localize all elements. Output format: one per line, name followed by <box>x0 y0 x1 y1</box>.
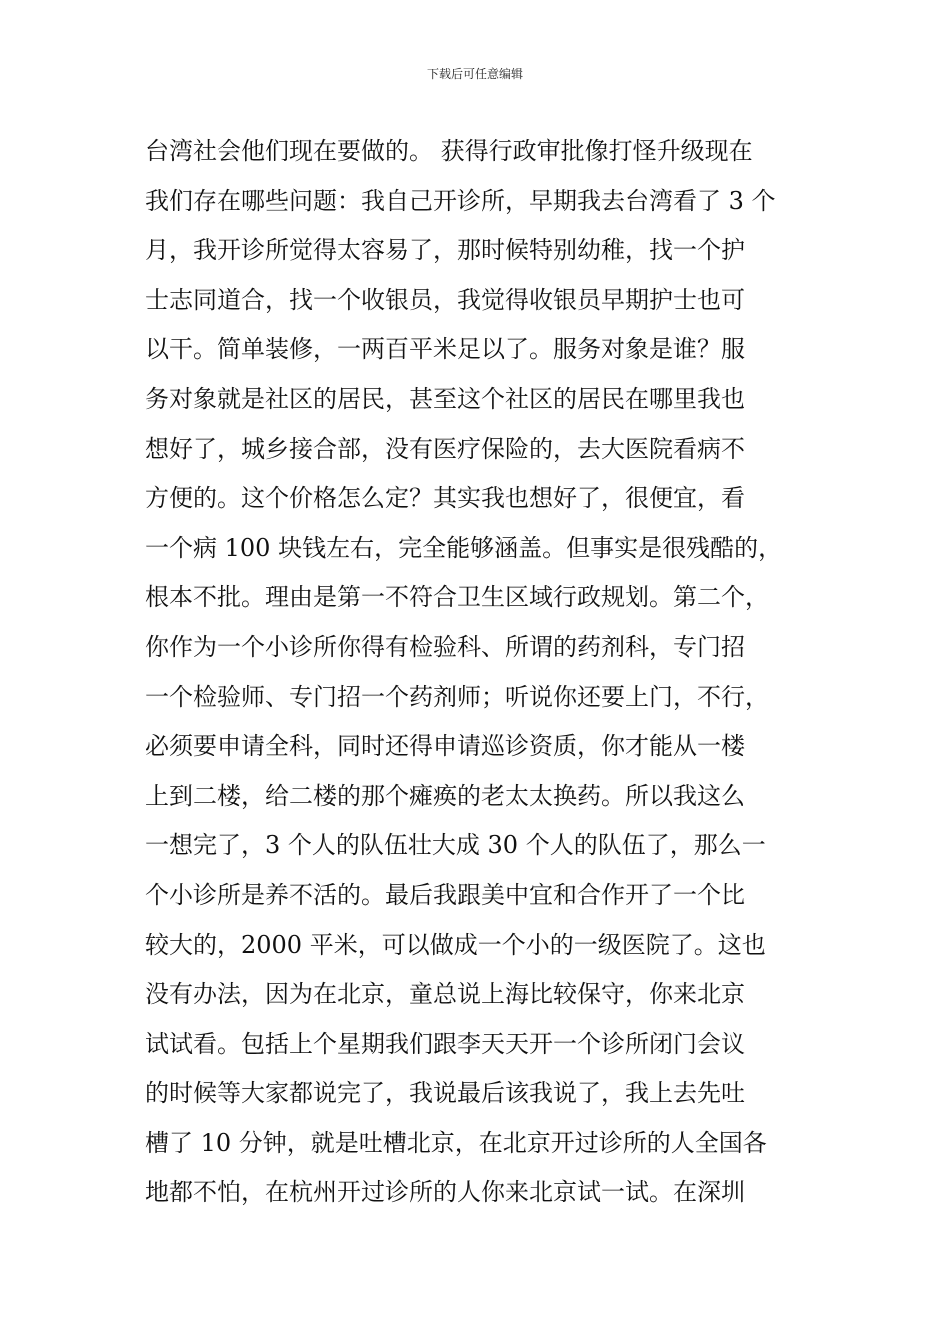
text-line: 以干。简单装修，一两百平米足以了。服务对象是谁？服 <box>145 335 745 364</box>
text-line: 你作为一个小诊所你得有检验科、所谓的药剂科，专门招 <box>145 632 745 661</box>
text-line: 较大的，2000 平米，可以做成一个小的一级医院了。这也 <box>145 930 766 959</box>
text-line: 月，我开诊所觉得太容易了，那时候特别幼稚，找一个护 <box>145 236 745 265</box>
text-line: 士志同道合，找一个收银员，我觉得收银员早期护士也可 <box>145 285 745 314</box>
document-body <box>145 127 825 1218</box>
text-line: 必须要申请全科，同时还得申请巡诊资质，你才能从一楼 <box>145 732 745 761</box>
text-line: 没有办法，因为在北京，童总说上海比较保守，你来北京 <box>145 980 745 1009</box>
page-header: 下载后可任意编辑 <box>426 67 523 81</box>
text-line: 一个检验师、专门招一个药剂师；听说你还要上门，不行， <box>145 682 769 711</box>
text-line: 一想完了，3 个人的队伍壮大成 30 个人的队伍了，那么一 <box>145 831 766 860</box>
text-line: 方便的。这个价格怎么定？其实我也想好了，很便宜，看 <box>145 484 745 513</box>
text-line: 我们存在哪些问题：我自己开诊所，早期我去台湾看了 3 个 <box>145 186 776 215</box>
text-line: 的时候等大家都说完了，我说最后该我说了，我上去先吐 <box>145 1079 745 1108</box>
text-line: 想好了，城乡接合部，没有医疗保险的，去大医院看病不 <box>145 434 745 463</box>
text-line: 根本不批。理由是第一不符合卫生区域行政规划。第二个， <box>145 583 769 612</box>
text-line: 地都不怕，在杭州开过诊所的人你来北京试一试。在深圳 <box>145 1178 745 1207</box>
text-line: 上到二楼，给二楼的那个瘫痪的老太太换药。所以我这么 <box>145 781 745 810</box>
text-line: 个小诊所是养不活的。最后我跟美中宜和合作开了一个比 <box>145 880 745 909</box>
text-line: 务对象就是社区的居民，甚至这个社区的居民在哪里我也 <box>145 384 745 413</box>
text-line: 槽了 10 分钟，就是吐槽北京，在北京开过诊所的人全国各 <box>145 1128 767 1157</box>
text-line: 一个病 100 块钱左右，完全能够涵盖。但事实是很残酷的， <box>145 533 783 562</box>
text-line: 试试看。包括上个星期我们跟李天天开一个诊所闭门会议 <box>145 1029 745 1058</box>
text-line: 台湾社会他们现在要做的。 获得行政审批像打怪升级现在 <box>145 137 753 165</box>
